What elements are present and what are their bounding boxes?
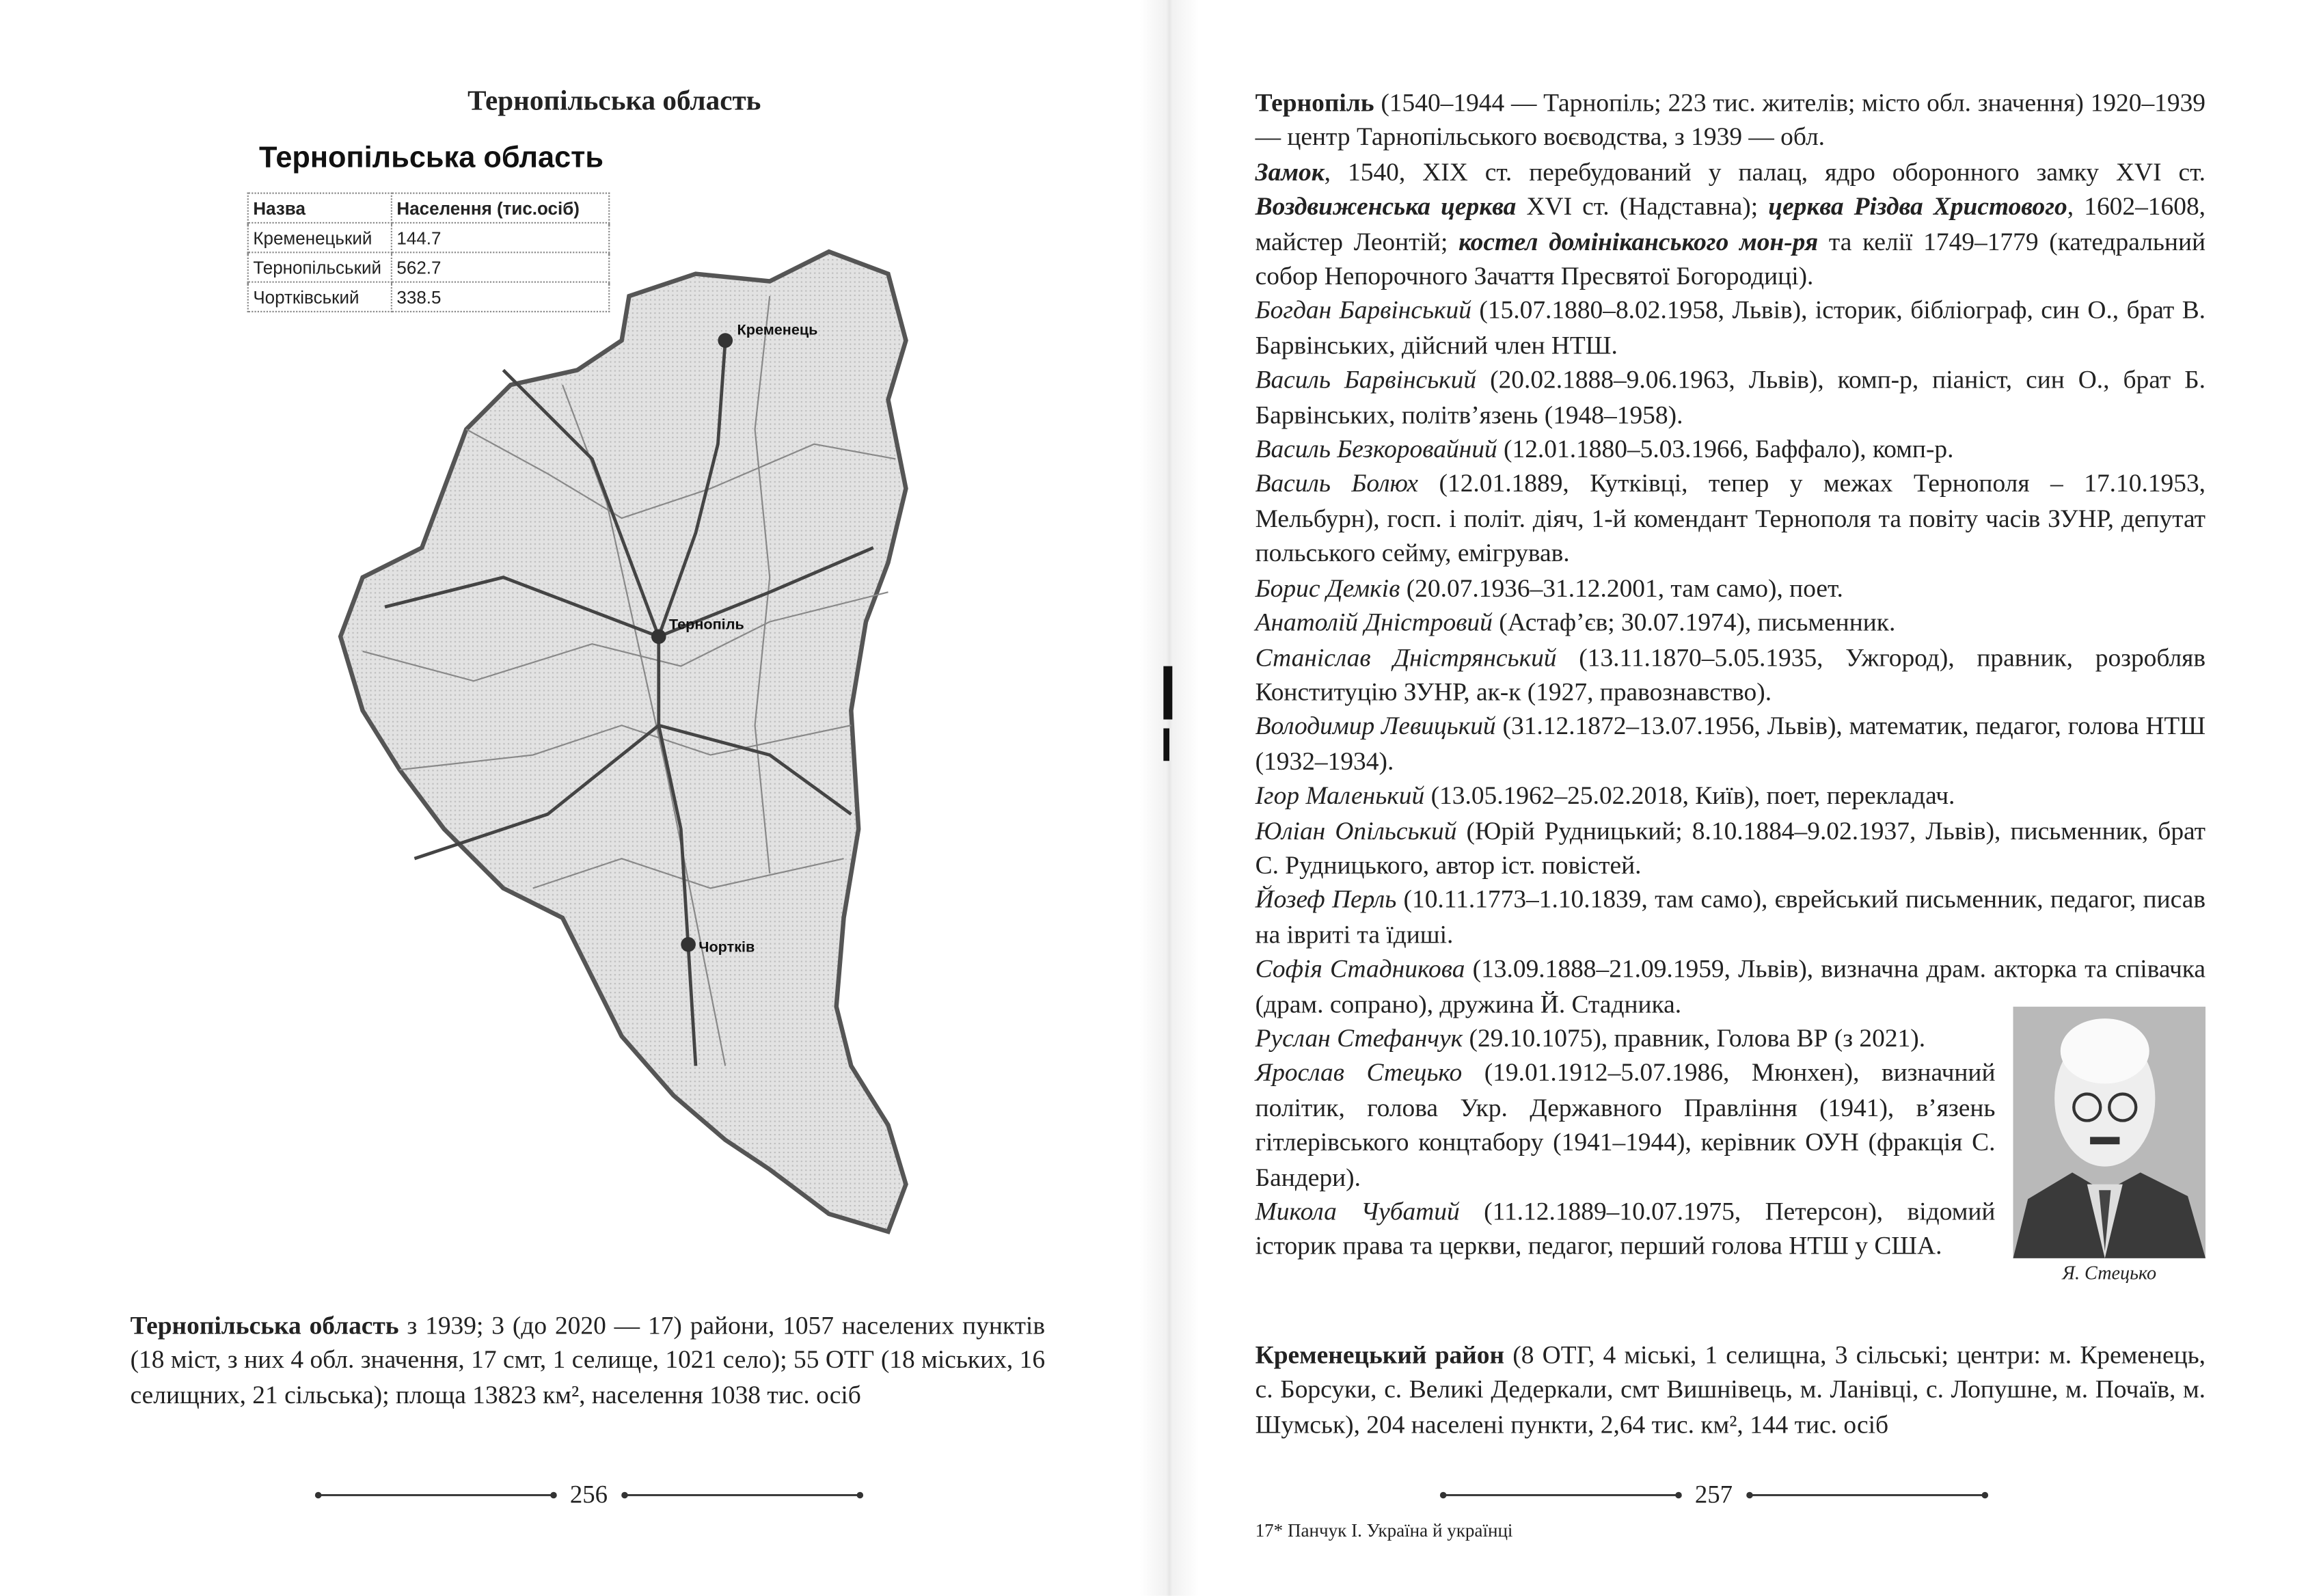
text-run: XVI ст. (Надставна); xyxy=(1516,193,1769,221)
entry xyxy=(1255,1195,1996,1264)
emphasized-term: Володимир Левицький xyxy=(1255,712,1496,741)
emphasized-term: Микола Чубатий xyxy=(1255,1198,1460,1226)
emphasized-term: Юліан Опільський xyxy=(1255,816,1457,845)
district-summary xyxy=(1255,1338,2205,1442)
population-table xyxy=(247,193,610,312)
oblast-outline xyxy=(340,252,906,1232)
text-run: та келії 1749–1779 (катедральний собор Непорочного Зачаття Пресвятої Богородиці). xyxy=(1255,227,2206,290)
emphasized-term: Василь Безкоровайний xyxy=(1255,435,1497,464)
emphasized-term: Василь Болюх xyxy=(1255,470,1419,498)
entries-list-beside-photo xyxy=(1255,1021,1996,1264)
text-run: (12.01.1889, Кутківці, тепер у межах Тернополя – 17.10.1953, Мельбурн), госп. і політ. діяч, 1-й комендант Тернополя та повіту часів ЗУНР, депутат польського сейму, емігрував. xyxy=(1255,470,2206,568)
emphasized-term: костел домініканського мон-ря xyxy=(1458,227,1819,256)
ornament-rule xyxy=(1744,1488,1988,1503)
svg-text:Тернопіль: Тернопіль xyxy=(668,615,744,633)
entry xyxy=(1255,86,2205,155)
entry xyxy=(1255,467,2205,571)
text-run: , 1602–1608, майстер Леонтій; xyxy=(1255,193,2206,256)
ornament-rule xyxy=(1439,1488,1683,1503)
table-cell: 144.7 xyxy=(392,223,609,252)
oblast-map xyxy=(325,237,947,1258)
table-cell: Чортківський xyxy=(248,282,392,312)
text-run: , 1540, XIX ст. перебудований у палац, ядро оборонного замку XVI ст. xyxy=(1324,158,2206,187)
text-run: (13.11.1870–5.05.1935, Ужгород), правник, розробляв Конституцію ЗУНР, ак-к (1927, правознавство). xyxy=(1255,643,2206,706)
text-run: (Астаф’єв; 30.07.1974), письменник. xyxy=(1492,608,1896,637)
signature-footer: 17* Панчук І. Україна й українці xyxy=(1255,1520,1513,1541)
text-run: (31.12.1872–13.07.1956, Львів), математик, педагог, голова НТШ (1932–1934). xyxy=(1255,712,2206,776)
emphasized-term: Анатолій Дністровий xyxy=(1255,608,1493,637)
portrait-photo xyxy=(2013,1007,2205,1258)
text-run: (13.05.1962–25.02.2018, Київ), поет, перекладач. xyxy=(1424,781,1955,810)
entry xyxy=(1255,433,2205,468)
gutter-mark xyxy=(1163,729,1169,761)
text-run: (1540–1944 — Тарнопіль; 223 тис. жителів; місто обл. значення) 1920–1939 — центр Тарнопільського воєводства, з 1939 — обл. xyxy=(1255,88,2206,152)
map-title: Тернопільська область xyxy=(259,141,604,175)
entry xyxy=(1255,1021,1996,1056)
entry xyxy=(1255,883,2205,952)
gutter-mark xyxy=(1163,666,1172,720)
text-run: (20.07.1936–31.12.2001, там само), поет. xyxy=(1400,573,1843,602)
table-row xyxy=(248,223,609,252)
page-number-right xyxy=(1439,1480,1989,1510)
table-cell: 338.5 xyxy=(392,282,609,312)
emphasized-term: Руслан Стефанчук xyxy=(1255,1024,1463,1053)
emphasized-term: церква Різдва Христового xyxy=(1768,193,2067,221)
text-run: з 1939; 3 (до 2020 — 17) райони, 1057 населених пунктів (18 міст, з них 4 обл. значення, 17 смт, 1 селище, 1021 село); 55 ОТГ (18 міських, 16 селищних, 21 сільська); площа 13823 км², населення 1038 тис. осіб xyxy=(130,1311,1046,1409)
text-run: (20.02.1888–9.06.1963, Львів), комп-р, піаніст, син О., брат Б. Барвінських, політв’язень (1948–1958). xyxy=(1255,366,2206,429)
emphasized-term: Кременецький район xyxy=(1255,1341,1505,1370)
table-row xyxy=(248,252,609,282)
entry xyxy=(1255,571,2205,606)
emphasized-term: Богдан Барвінський xyxy=(1255,297,1471,325)
emphasized-term: Тернопільська область xyxy=(130,1311,399,1340)
text-run: (11.12.1889–10.07.1975, Петерсон), відомий історик права та церкви, педагог, перший голова НТШ у США. xyxy=(1255,1198,1996,1261)
svg-text:Кременець: Кременець xyxy=(737,321,818,338)
text-run: (Юрій Рудницький; 8.10.1884–9.02.1937, Львів), письменник, брат С. Рудницького, автор іст. повістей. xyxy=(1255,816,2206,880)
entry xyxy=(1255,1056,1996,1195)
entry xyxy=(1255,363,2205,432)
text-run: (8 ОТГ, 4 міські, 1 селищна, 3 сільські; центри: м. Кременець, с. Борсуки, с. Великі Дедеркали, смт Вишнівець, м. Ланівці, с. Лопушне, м. Почаїв, м. Шумськ), 204 населені пункти, 2,64 тис. км², 144 тис. осіб xyxy=(1255,1341,2206,1439)
emphasized-term: Ігор Маленький xyxy=(1255,781,1425,810)
entries-list xyxy=(1255,86,2205,1022)
table-cell: 562.7 xyxy=(392,252,609,282)
table-cell: Кременецький xyxy=(248,223,392,252)
page-number-left xyxy=(314,1480,864,1510)
book-gutter xyxy=(1140,0,1199,1596)
text-run: (10.11.1773–1.10.1839, там само), єврейський письменник, педагог, писав на івриті та їдиші. xyxy=(1255,885,2206,949)
emphasized-term: Ярослав Стецько xyxy=(1255,1059,1463,1087)
oblast-summary xyxy=(131,1309,1045,1413)
emphasized-term: Тернопіль xyxy=(1255,88,1374,118)
svg-text:Чортків: Чортків xyxy=(698,938,755,956)
column-header: Назва xyxy=(248,193,392,223)
entry xyxy=(1255,640,2205,709)
text-run: (19.01.1912–5.07.1986, Мюнхен), визначний політик, голова Укр. Державного Правління (1941), в’язень гітлерівського концтабору (1941–1944), керівник ОУН (фракція С. Бандери). xyxy=(1255,1059,1996,1191)
emphasized-term: Борис Демків xyxy=(1255,573,1400,602)
page-number: 257 xyxy=(1694,1480,1733,1509)
entry xyxy=(1255,813,2205,882)
table-header-row xyxy=(248,193,609,223)
text-run: (15.07.1880–8.02.1958, Львів), історик, бібліограф, син О., брат В. Барвінських, дійсний член НТШ. xyxy=(1255,297,2206,360)
emphasized-term: Воздвиженська церква xyxy=(1255,193,1517,221)
photo-caption: Я. Стецько xyxy=(2062,1261,2157,1284)
emphasized-term: Замок xyxy=(1255,158,1325,187)
entry xyxy=(1255,294,2205,363)
emphasized-term: Йозеф Перль xyxy=(1255,885,1397,915)
emphasized-term: Софія Стадникова xyxy=(1255,955,1465,984)
table-row xyxy=(248,282,609,312)
entry xyxy=(1255,709,2205,779)
page-title: Тернопільська область xyxy=(467,85,761,118)
page-number: 256 xyxy=(569,1480,608,1509)
entry xyxy=(1255,779,2205,813)
column-header: Населення (тис.осіб) xyxy=(392,193,609,223)
ornament-rule xyxy=(314,1488,558,1503)
emphasized-term: Станіслав Дністрянський xyxy=(1255,643,1557,672)
emphasized-term: Василь Барвінський xyxy=(1255,366,1477,394)
ornament-rule xyxy=(619,1488,863,1503)
text-run: (29.10.1075), правник, Голова ВР (з 2021). xyxy=(1463,1024,1926,1053)
entry xyxy=(1255,606,2205,640)
text-run: (13.09.1888–21.09.1959, Львів), визначна драм. акторка та співачка (драм. сопрано), дружина Й. Стадника. xyxy=(1255,955,2206,1018)
table-cell: Тернопільський xyxy=(248,252,392,282)
text-run: (12.01.1880–5.03.1966, Баффало), комп-р. xyxy=(1497,435,1954,464)
entry xyxy=(1255,155,2205,294)
